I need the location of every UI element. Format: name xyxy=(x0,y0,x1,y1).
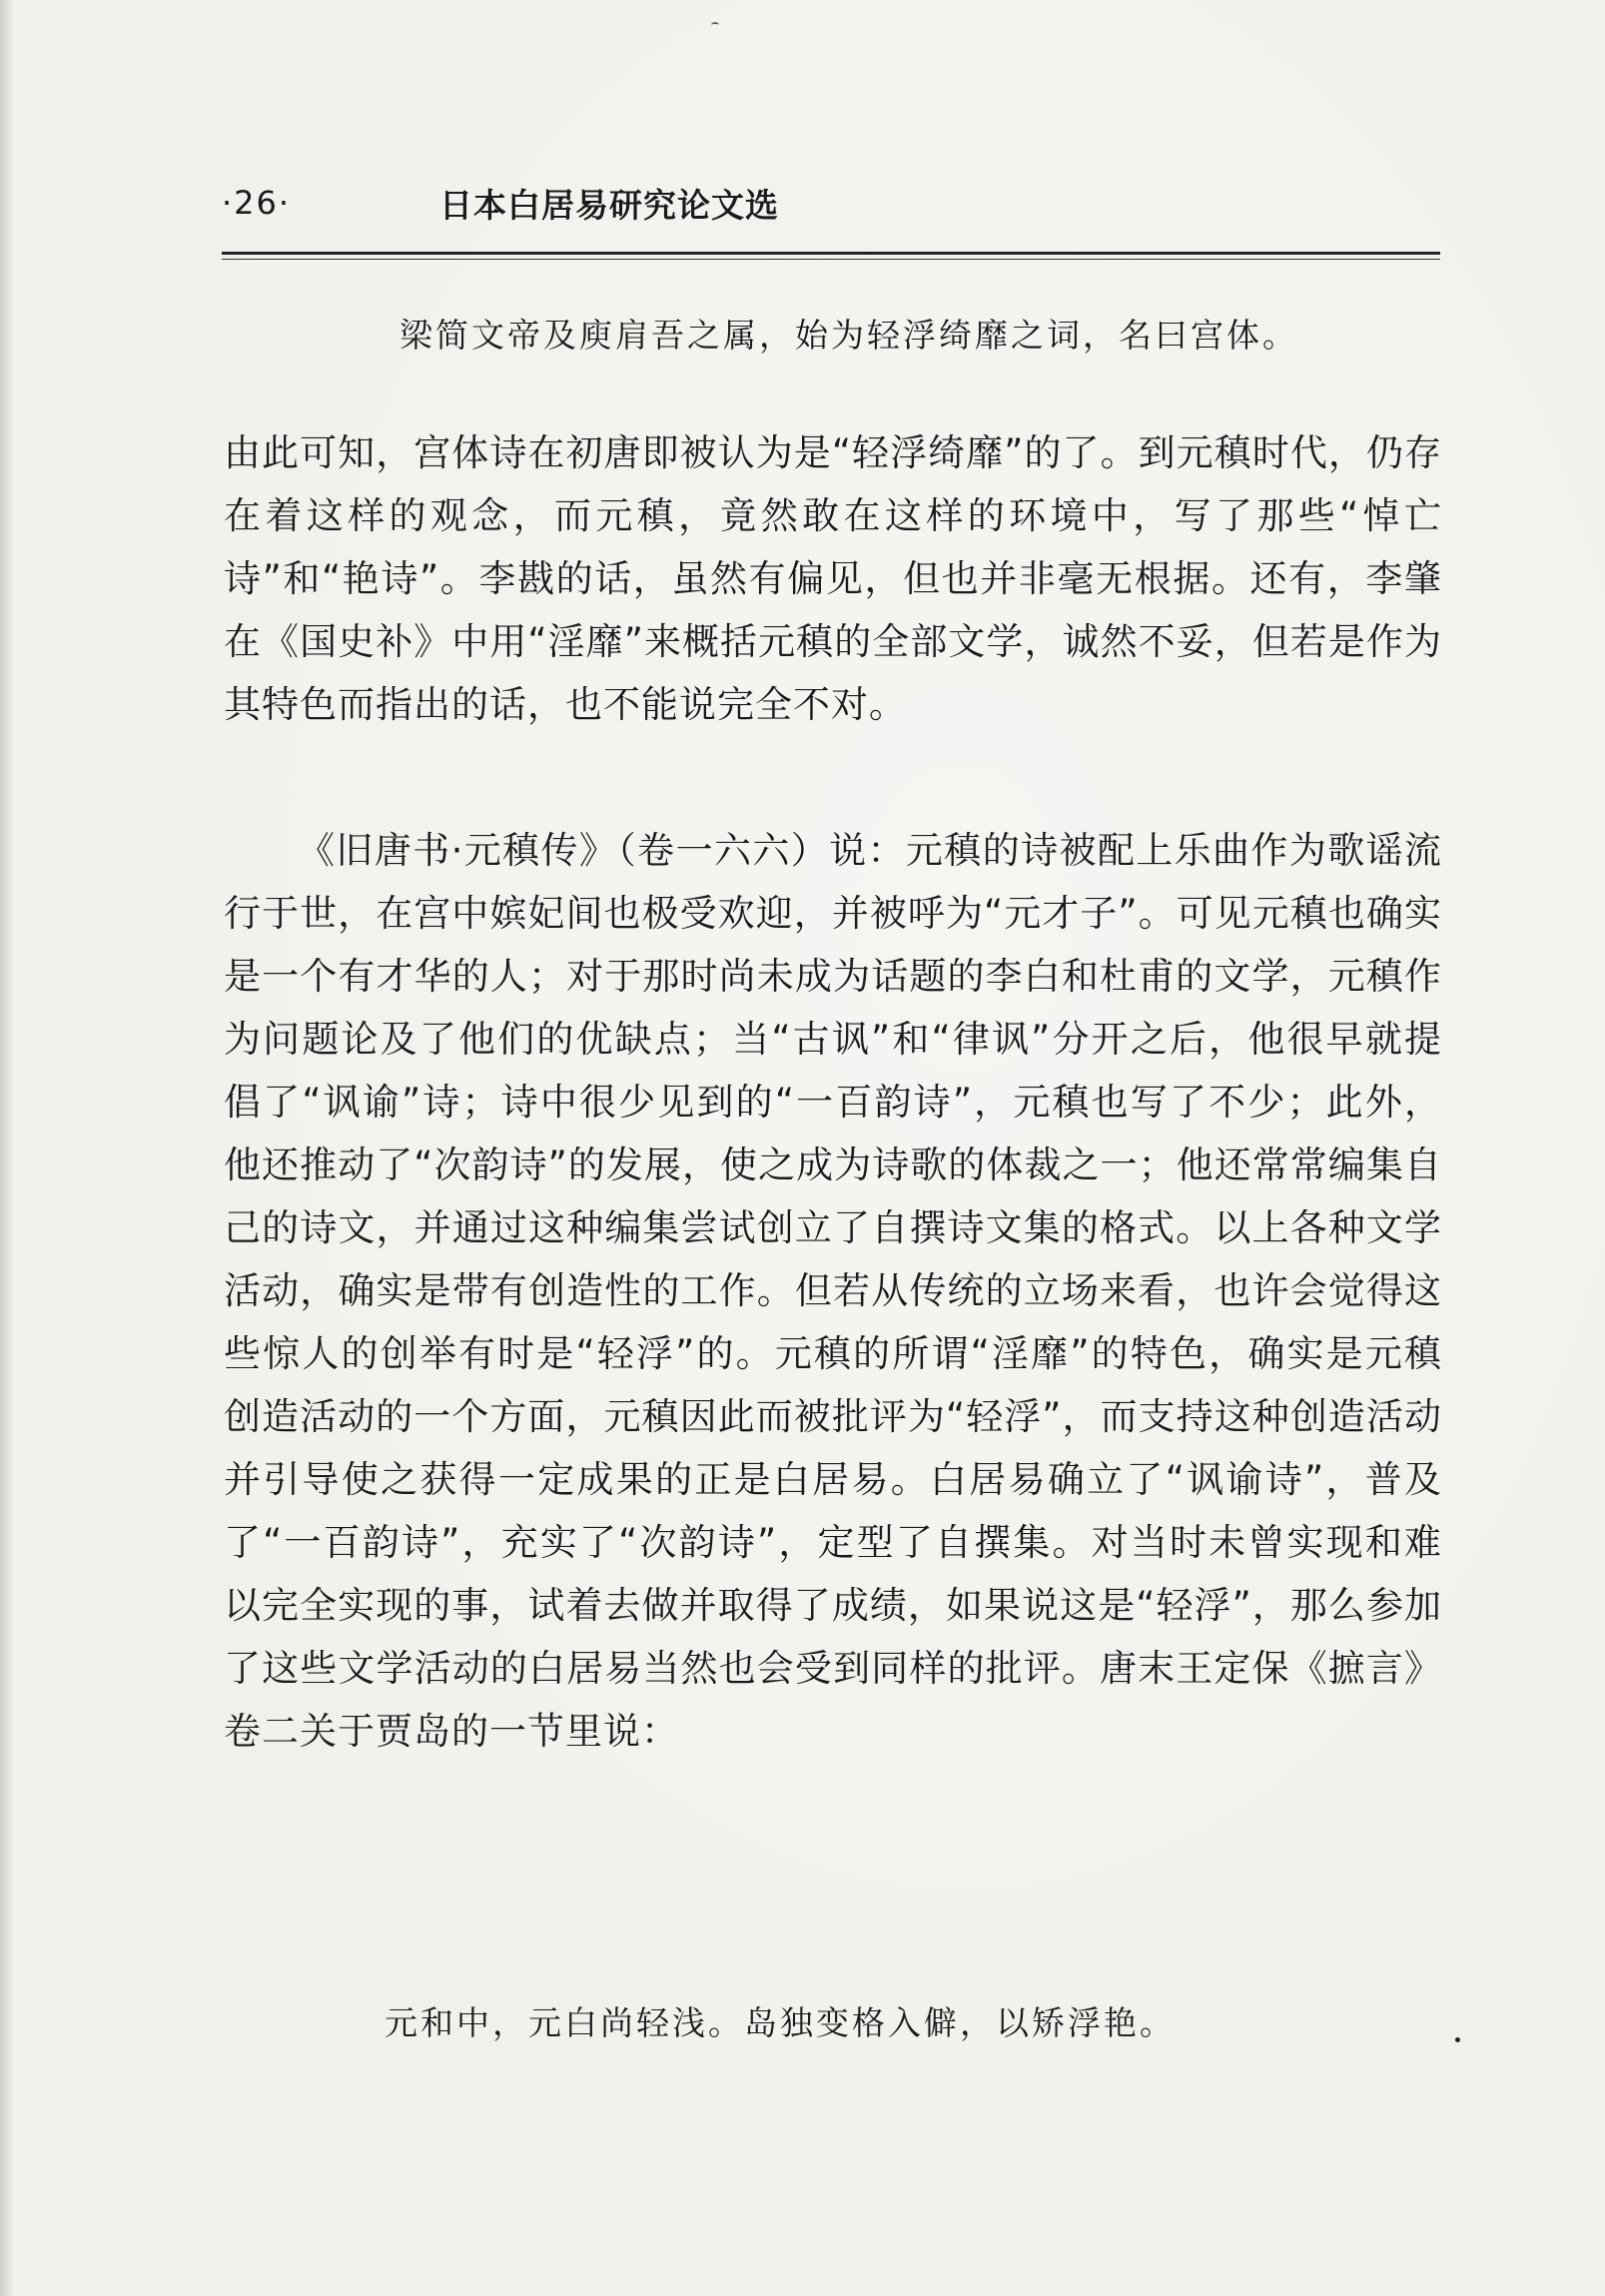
page-number: ·26· xyxy=(222,184,292,222)
paragraph-2: 《旧唐书·元稹传》（卷一六六）说：元稹的诗被配上乐曲作为歌谣流行于世，在宫中嫔妃间也极受欢迎，并被呼为“元才子”。可见元稹也确实是一个有才华的人；对于那时尚未成为话题的李白和杜甫的文学，元稹作为问题论及了他们的优缺点；当“古讽”和“律讽”分开之后，他很早就提倡了“讽谕”诗；诗中很少见到的“一百韵诗”，元稹也写了不少；此外，他还推动了“次韵诗”的发展，使之成为诗歌的体裁之一；他还常常编集自己的诗文，并通过这种编集尝试创立了自撰诗文集的格式。以上各种文学活动，确实是带有创造性的工作。但若从传统的立场来看，也许会觉得这些惊人的创举有时是“轻浮”的。元稹的所谓“淫靡”的特色，确实是元稹创造活动的一个方面，元稹因此而被批评为“轻浮”，而支持这种创造活动并引导使之获得一定成果的正是白居易。白居易确立了“讽谕诗”，普及了“一百韵诗”，充实了“次韵诗”，定型了自撰集。对当时未曾实现和难以完全实现的事，试着去做并取得了成绩，如果说这是“轻浮”，那么参加了这些文学活动的白居易当然也会受到同样的批评。唐末王定保《摭言》卷二关于贾岛的一节里说： xyxy=(224,829,1442,1753)
page-edge-shadow xyxy=(0,0,14,2296)
header-rule-thin xyxy=(222,259,1440,260)
running-title: 日本白居易研究论文选 xyxy=(439,186,779,225)
block-quote-top: 梁简文帝及庾肩吾之属，始为轻浮绮靡之词，名曰宫体。 xyxy=(400,316,1298,355)
scan-speck xyxy=(711,22,719,28)
header-rule-thick xyxy=(222,252,1440,255)
block-quote-bottom: 元和中，元白尚轻浅。岛独变格入僻，以矫浮艳。 xyxy=(385,2003,1176,2042)
stray-dot xyxy=(1455,2037,1460,2042)
paragraph-1: 由此可知，宫体诗在初唐即被认为是“轻浮绮靡”的了。到元稹时代，仍存在着这样的观念，而元稹，竟然敢在这样的环境中，写了那些“悼亡诗”和“艳诗”。李戡的话，虽然有偏见，但也并非毫无根据。还有，李肇在《国史补》中用“淫靡”来概括元稹的全部文学，诚然不妥，但若是作为其特色而指出的话，也不能说完全不对。 xyxy=(224,431,1442,726)
page-header xyxy=(222,180,1440,230)
